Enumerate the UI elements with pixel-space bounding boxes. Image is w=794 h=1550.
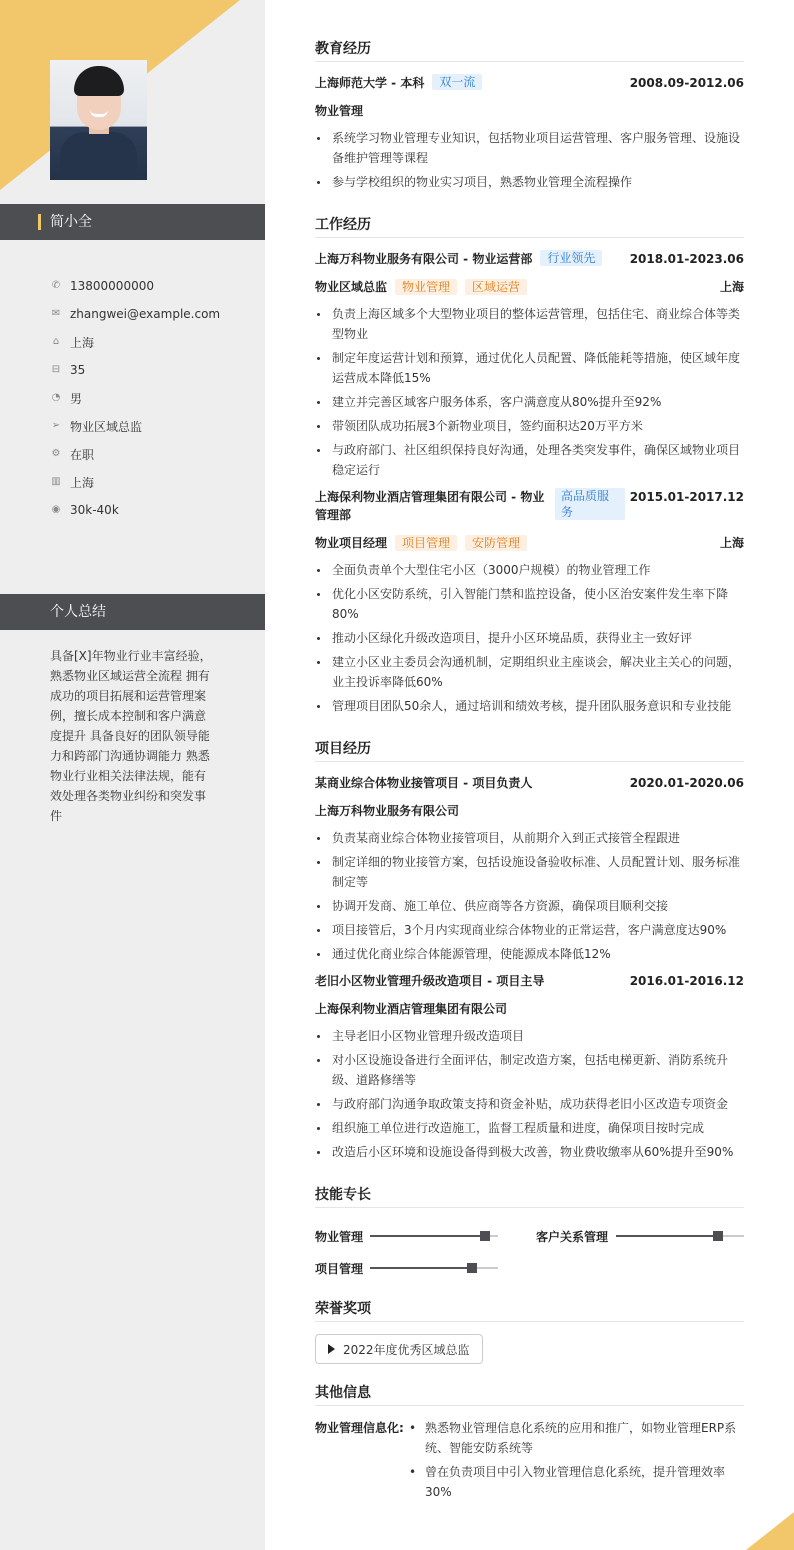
list-item: 与政府部门、社区组织保持良好沟通，处理各类突发事件，确保区域物业项目稳定运行 bbox=[315, 440, 744, 480]
contact-list bbox=[50, 272, 220, 524]
skill-knob bbox=[480, 1231, 490, 1241]
project-bullets bbox=[315, 828, 744, 964]
position-icon: ➢ bbox=[51, 420, 61, 431]
project-org-row bbox=[315, 802, 744, 820]
job-bullets bbox=[315, 304, 744, 480]
skills-title: 技能专长 bbox=[315, 1184, 744, 1208]
list-item: 对小区设施设备进行全面评估，制定改造方案，包括电梯更新、消防系统升级、道路修缮等 bbox=[315, 1050, 744, 1090]
skill-row bbox=[315, 1252, 744, 1284]
job-city: 上海 bbox=[719, 536, 744, 550]
skill-name: 客户关系管理 bbox=[536, 1229, 609, 1244]
education-title: 教育经历 bbox=[315, 38, 744, 62]
avatar bbox=[50, 60, 147, 180]
school-tag: 双一流 bbox=[432, 74, 482, 90]
age-icon: ⊟ bbox=[51, 364, 61, 375]
other-info bbox=[315, 1418, 744, 1506]
other-title: 其他信息 bbox=[315, 1382, 744, 1406]
summary-title: 个人总结 bbox=[0, 594, 265, 630]
skill-track bbox=[370, 1235, 498, 1237]
project-bullets bbox=[315, 1026, 744, 1162]
job-company: 上海万科物业服务有限公司 - 物业运营部 bbox=[315, 252, 533, 266]
skill-track bbox=[616, 1235, 744, 1237]
job-date: 2015.01-2017.12 bbox=[629, 490, 744, 504]
project-header bbox=[315, 972, 744, 990]
job-tag: 行业领先 bbox=[540, 250, 602, 266]
education-bullets bbox=[315, 128, 744, 192]
play-icon bbox=[328, 1344, 335, 1354]
job-role-row bbox=[315, 534, 744, 552]
list-item: 带领团队成功拓展3个新物业项目，签约面积达20万平方米 bbox=[315, 416, 744, 436]
skill-knob bbox=[467, 1263, 477, 1273]
contact-home: ⌂ 上海 bbox=[50, 328, 220, 356]
contact-email: ✉ zhangwei@example.com bbox=[51, 307, 221, 321]
email-icon: ✉ bbox=[51, 308, 61, 319]
job-header bbox=[315, 488, 744, 524]
home-icon: ⌂ bbox=[52, 336, 60, 347]
skill-knob bbox=[713, 1231, 723, 1241]
list-item: 推动小区绿化升级改造项目，提升小区环境品质，获得业主一致好评 bbox=[315, 628, 744, 648]
list-item: 制定年度运营计划和预算，通过优化人员配置、降低能耗等措施，使区域年度运营成本降低15% bbox=[315, 348, 744, 388]
project-org: 上海万科物业服务有限公司 bbox=[315, 804, 460, 818]
skill-name: 项目管理 bbox=[315, 1261, 364, 1276]
education-major: 物业管理 bbox=[315, 104, 364, 118]
school-name: 上海师范大学 - 本科 bbox=[315, 76, 425, 90]
skill-item bbox=[315, 1260, 536, 1277]
skill-fill bbox=[370, 1267, 472, 1269]
list-item: 制定详细的物业接管方案，包括设施设备验收标准、人员配置计划、服务标准制定等 bbox=[315, 852, 744, 892]
list-item: 协调开发商、施工单位、供应商等各方资源，确保项目顺利交接 bbox=[315, 896, 744, 916]
project-org-row bbox=[315, 1000, 744, 1018]
contact-position: ➢ 物业区域总监 bbox=[51, 419, 143, 434]
skill-fill bbox=[616, 1235, 718, 1237]
name-bar bbox=[0, 204, 265, 240]
skill-row bbox=[315, 1220, 744, 1252]
other-key: 物业管理信息化: bbox=[315, 1421, 404, 1435]
list-item: 建立并完善区域客户服务体系，客户满意度从80%提升至92% bbox=[315, 392, 744, 412]
city-icon: ▥ bbox=[51, 476, 61, 487]
person-name: 简小全 bbox=[50, 214, 92, 230]
other-bullets bbox=[405, 1418, 744, 1506]
award-item[interactable] bbox=[315, 1334, 483, 1364]
award-label: 2022年度优秀区域总监 bbox=[343, 1342, 470, 1357]
contact-salary: ◉ 30k-40k bbox=[51, 503, 119, 517]
job-role: 物业项目经理 bbox=[315, 536, 388, 550]
list-item: • 曾在负责项目中引入物业管理信息化系统，提升管理效率30% bbox=[405, 1462, 744, 1502]
skill-tag: 安防管理 bbox=[465, 535, 527, 551]
skill-tag: 区域运营 bbox=[465, 279, 527, 295]
list-item: 通过优化商业综合体能源管理，使能源成本降低12% bbox=[315, 944, 744, 964]
gender-icon: ◔ bbox=[51, 392, 61, 403]
main-content bbox=[315, 38, 744, 1506]
skill-track bbox=[370, 1267, 498, 1269]
skill-item bbox=[315, 1228, 536, 1245]
list-item: 主导老旧小区物业管理升级改造项目 bbox=[315, 1026, 744, 1046]
job-bullets bbox=[315, 560, 744, 716]
status-icon: ⚙ bbox=[51, 448, 61, 459]
education-major-row bbox=[315, 102, 744, 120]
project-name: 某商业综合体物业接管项目 - 项目负责人 bbox=[315, 776, 533, 790]
job-city: 上海 bbox=[719, 280, 744, 294]
job-company: 上海保利物业酒店管理集团有限公司 - 物业管理部 bbox=[315, 490, 545, 522]
contact-phone: ✆ 13800000000 bbox=[51, 279, 154, 293]
education-header bbox=[315, 74, 744, 92]
sidebar bbox=[0, 0, 265, 1550]
work-title: 工作经历 bbox=[315, 214, 744, 238]
projects-title: 项目经历 bbox=[315, 738, 744, 762]
skill-tag: 物业管理 bbox=[395, 279, 457, 295]
list-item: 项目接管后，3个月内实现商业综合体物业的正常运营，客户满意度达90% bbox=[315, 920, 744, 940]
summary-text: 具备[X]年物业行业丰富经验，熟悉物业区域运营全流程 拥有成功的项目拓展和运营管理案例，擅长成本控制和客户满意度提升 具备良好的团队领导能力和跨部门沟通协调能力 熟悉物业行业相关法律法规，能有效处理各类物业纠纷和突发事件 bbox=[50, 649, 212, 823]
project-header bbox=[315, 774, 744, 792]
list-item: 改造后小区环境和设施设备得到极大改善，物业费收缴率从60%提升至90% bbox=[315, 1142, 744, 1162]
list-item: 建立小区业主委员会沟通机制，定期组织业主座谈会，解决业主关心的问题，业主投诉率降低60% bbox=[315, 652, 744, 692]
salary-icon: ◉ bbox=[51, 504, 61, 515]
project-org: 上海保利物业酒店管理集团有限公司 bbox=[315, 1002, 508, 1016]
list-item: 管理项目团队50余人，通过培训和绩效考核，提升团队服务意识和专业技能 bbox=[315, 696, 744, 716]
contact-gender: ◔ 男 bbox=[51, 391, 83, 406]
job-tag: 高品质服务 bbox=[555, 488, 625, 520]
phone-icon: ✆ bbox=[51, 280, 61, 291]
list-item: 负责某商业综合体物业接管项目，从前期介入到正式接管全程跟进 bbox=[315, 828, 744, 848]
list-item: 参与学校组织的物业实习项目，熟悉物业管理全流程操作 bbox=[315, 172, 744, 192]
skill-item bbox=[536, 1228, 744, 1245]
project-name: 老旧小区物业管理升级改造项目 - 项目主导 bbox=[315, 974, 545, 988]
contact-city: ▥ 上海 bbox=[51, 475, 95, 490]
list-item: 与政府部门沟通争取政策支持和资金补贴，成功获得老旧小区改造专项资金 bbox=[315, 1094, 744, 1114]
contact-age: ⊟ 35 bbox=[51, 363, 86, 377]
job-role-row bbox=[315, 278, 744, 296]
corner-decoration bbox=[746, 1512, 794, 1550]
contact-status: ⚙ 在职 bbox=[51, 447, 95, 462]
project-date: 2016.01-2016.12 bbox=[629, 974, 744, 988]
list-item: 全面负责单个大型住宅小区（3000户规模）的物业管理工作 bbox=[315, 560, 744, 580]
list-item: 优化小区安防系统，引入智能门禁和监控设备，使小区治安案件发生率下降80% bbox=[315, 584, 744, 624]
list-item: 组织施工单位进行改造施工，监督工程质量和进度，确保项目按时完成 bbox=[315, 1118, 744, 1138]
list-item: 系统学习物业管理专业知识，包括物业项目运营管理、客户服务管理、设施设备维护管理等课程 bbox=[315, 128, 744, 168]
job-role: 物业区域总监 bbox=[315, 280, 388, 294]
job-header bbox=[315, 250, 744, 268]
job-date: 2018.01-2023.06 bbox=[629, 252, 744, 266]
list-item: 负责上海区域多个大型物业项目的整体运营管理，包括住宅、商业综合体等类型物业 bbox=[315, 304, 744, 344]
awards-title: 荣誉奖项 bbox=[315, 1298, 744, 1322]
project-date: 2020.01-2020.06 bbox=[629, 776, 744, 790]
skill-fill bbox=[370, 1235, 485, 1237]
education-date: 2008.09-2012.06 bbox=[629, 76, 744, 90]
skill-name: 物业管理 bbox=[315, 1229, 364, 1244]
skill-tag: 项目管理 bbox=[395, 535, 457, 551]
list-item: • 熟悉物业管理信息化系统的应用和推广，如物业管理ERP系统、智能安防系统等 bbox=[405, 1418, 744, 1458]
